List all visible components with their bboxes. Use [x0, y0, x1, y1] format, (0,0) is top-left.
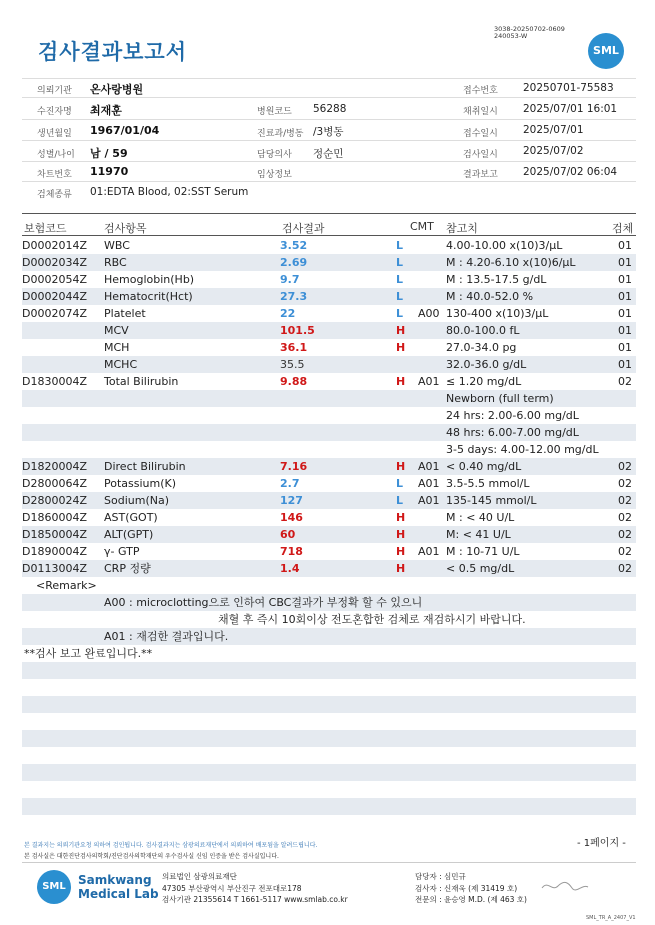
cell-result: 718: [280, 545, 303, 558]
cell-reference: Newborn (full term): [446, 392, 554, 405]
cell-flag: H: [396, 562, 406, 575]
table-row: [22, 305, 636, 322]
cell-cmt: A01: [418, 494, 440, 507]
blank-row: [22, 696, 636, 713]
cell-code: D2800024Z: [22, 494, 87, 507]
cell-flag: H: [396, 375, 406, 388]
remark-text: <Remark>: [36, 579, 97, 592]
table-row: [22, 339, 636, 356]
remark-row: [22, 577, 636, 594]
cell-result: 35.5: [280, 358, 305, 371]
cell-cmt: A01: [418, 460, 440, 473]
org-label: 의뢰기관: [37, 86, 72, 96]
blank-row: [22, 798, 636, 815]
cell-code: D0002034Z: [22, 256, 87, 269]
cell-sample: 02: [618, 511, 632, 524]
patient-label: 수진자명: [37, 107, 72, 117]
cell-cmt: A01: [418, 477, 440, 490]
cell-flag: H: [396, 324, 406, 337]
blank-row: [22, 764, 636, 781]
remark-text: A01 : 재검한 결과입니다.: [104, 630, 229, 643]
cell-flag: L: [396, 477, 404, 490]
report-title: 검사결과보고서: [38, 40, 188, 64]
table-row: [22, 322, 636, 339]
cell-reference: 24 hrs: 2.00-6.00 mg/dL: [446, 409, 579, 422]
col-header-ref: 참고치: [446, 222, 478, 235]
cell-test-name: Direct Bilirubin: [104, 460, 186, 473]
cell-test-name: MCHC: [104, 358, 138, 371]
cell-cmt: A01: [418, 375, 440, 388]
cell-sample: 01: [618, 358, 632, 371]
specimen-label: 검체종류: [37, 190, 72, 200]
table-row: [22, 373, 636, 390]
blank-row: [22, 679, 636, 696]
cell-code: D1830004Z: [22, 375, 87, 388]
dept-value: /3병동: [313, 126, 344, 138]
cell-flag: H: [396, 511, 406, 524]
chart-label: 차트번호: [37, 170, 72, 180]
chart-value: 11970: [90, 165, 129, 178]
table-row: [22, 492, 636, 509]
hosp-code-label: 병원코드: [257, 107, 292, 117]
divider: [22, 140, 636, 141]
cell-sample: 02: [618, 494, 632, 507]
table-row: [22, 271, 636, 288]
receipt-date-value: 2025/07/01: [523, 124, 584, 136]
divider: [22, 181, 636, 182]
test-date-value: 2025/07/02: [523, 145, 584, 157]
sml-brand-logo-icon: SML: [37, 870, 71, 904]
addr-line2: 47305 부산광역시 부산진구 전포대로178: [162, 883, 302, 893]
cell-reference: M : 10-71 U/L: [446, 545, 520, 558]
form-id: SML_TR_A_2407_V1: [586, 915, 636, 921]
cell-test-name: MCH: [104, 341, 130, 354]
remark-row: [22, 645, 636, 662]
cell-test-name: RBC: [104, 256, 127, 269]
cell-flag: H: [396, 460, 406, 473]
divider: [22, 119, 636, 120]
cell-test-name: Platelet: [104, 307, 146, 320]
cell-result: 9.88: [280, 375, 308, 388]
receipt-date-label: 접수일시: [463, 129, 498, 139]
cell-result: 2.69: [280, 256, 308, 269]
doctor-label: 담당의사: [257, 150, 292, 160]
cell-sample: 01: [618, 324, 632, 337]
dob-value: 1967/01/04: [90, 124, 160, 137]
patient-value: 최재훈: [90, 104, 122, 117]
table-row: [22, 424, 636, 441]
sex-age-value: 남 / 59: [90, 147, 128, 160]
collect-label: 채취일시: [463, 107, 498, 117]
hosp-code-value: 56288: [313, 103, 347, 115]
cell-flag: L: [396, 290, 404, 303]
page-number: - 1페이지 -: [577, 838, 626, 849]
addr-line3: 검사기관 21355614 T 1661-5117 www.smlab.co.kr: [162, 895, 348, 904]
table-row: [22, 458, 636, 475]
blank-row: [22, 713, 636, 730]
cell-sample: 02: [618, 477, 632, 490]
brand-line1: Samkwang: [78, 873, 152, 887]
test-date-label: 검사일시: [463, 150, 498, 160]
cell-result: 101.5: [280, 324, 315, 337]
cell-test-name: WBC: [104, 239, 130, 252]
signature-mark: [540, 878, 590, 894]
cell-reference: ≤ 1.20 mg/dL: [446, 375, 522, 388]
cell-flag: L: [396, 239, 404, 252]
cell-reference: 48 hrs: 6.00-7.00 mg/dL: [446, 426, 579, 439]
cell-sample: 01: [618, 307, 632, 320]
document-id-line1: 3038-20250702-0609: [494, 25, 565, 33]
cell-test-name: AST(GOT): [104, 511, 158, 524]
sex-age-label: 성별/나이: [37, 150, 75, 160]
footer-accreditation: 본 검사실은 대한진단검사의학회/진단검사의학재단의 우수검사실 신임 인증을 받은 검사실입니다.: [24, 853, 279, 860]
table-row: [22, 475, 636, 492]
cell-sample: 02: [618, 460, 632, 473]
cell-code: D0113004Z: [22, 562, 87, 575]
cell-reference: M: < 41 U/L: [446, 528, 511, 541]
org-value: 온사랑병원: [90, 83, 144, 96]
table-row: [22, 509, 636, 526]
cell-test-name: ALT(GPT): [104, 528, 154, 541]
cell-reference: < 0.40 mg/dL: [446, 460, 522, 473]
sign-line3: 전문의 : 윤승영 M.D. (제 463 호): [415, 895, 527, 904]
cell-code: D1890004Z: [22, 545, 87, 558]
cell-sample: 01: [618, 273, 632, 286]
blank-row: [22, 662, 636, 679]
cell-result: 7.16: [280, 460, 308, 473]
blank-row: [22, 815, 636, 832]
cell-sample: 01: [618, 341, 632, 354]
table-row: [22, 407, 636, 424]
cell-result: 9.7: [280, 273, 300, 286]
blank-row: [22, 730, 636, 747]
cell-reference: 80.0-100.0 fL: [446, 324, 520, 337]
cell-code: D0002014Z: [22, 239, 87, 252]
cell-test-name: Potassium(K): [104, 477, 177, 490]
cell-reference: M : 13.5-17.5 g/dL: [446, 273, 547, 286]
cell-code: D1860004Z: [22, 511, 87, 524]
cell-flag: L: [396, 256, 404, 269]
col-header-result: 검사결과: [282, 222, 325, 235]
cell-sample: 02: [618, 375, 632, 388]
divider: [22, 78, 636, 79]
dob-label: 생년월일: [37, 129, 72, 139]
footer-note: 본 결과지는 의뢰기관요청 의하여 검인됩니다. 검사결과지는 삼광의료재단에서 의뢰하여 배포됨을 알려드립니다.: [24, 842, 318, 849]
cell-reference: M : 4.20-6.10 x(10)6/μL: [446, 256, 576, 269]
sign-line1: 담당자 : 심민규: [415, 872, 466, 881]
table-row: [22, 254, 636, 271]
cell-sample: 02: [618, 528, 632, 541]
remark-text: **검사 보고 완료입니다.**: [24, 647, 153, 660]
divider: [22, 97, 636, 98]
remark-text: 채혈 후 즉시 10회이상 전도혼합한 검체로 재검하시기 바랍니다.: [218, 613, 526, 626]
table-row: [22, 526, 636, 543]
lab-address: [162, 871, 348, 906]
cell-test-name: γ- GTP: [104, 545, 140, 558]
cell-test-name: MCV: [104, 324, 129, 337]
cell-reference: 4.00-10.00 x(10)3/μL: [446, 239, 563, 252]
cell-reference: 3.5-5.5 mmol/L: [446, 477, 530, 490]
report-label: 결과보고: [463, 170, 498, 180]
col-header-code: 보험코드: [24, 222, 67, 235]
cell-result: 36.1: [280, 341, 308, 354]
cell-code: D2800064Z: [22, 477, 87, 490]
receipt-no-label: 접수번호: [463, 86, 498, 96]
cell-code: D0002074Z: [22, 307, 87, 320]
addr-line1: 의료법인 삼광의료재단: [162, 872, 237, 881]
table-header-rule: [22, 235, 636, 236]
cell-result: 1.4: [280, 562, 300, 575]
cell-flag: H: [396, 545, 406, 558]
cell-flag: L: [396, 307, 404, 320]
cell-result: 3.52: [280, 239, 308, 252]
cell-sample: 01: [618, 290, 632, 303]
cell-reference: < 0.5 mg/dL: [446, 562, 515, 575]
table-top-rule: [22, 213, 636, 214]
cell-code: D0002054Z: [22, 273, 87, 286]
col-header-sample: 검체: [612, 222, 634, 235]
remark-row: [22, 628, 636, 645]
cell-code: D1820004Z: [22, 460, 87, 473]
brand-name: [78, 873, 159, 901]
cell-cmt: A01: [418, 545, 440, 558]
cell-reference: 130-400 x(10)3/μL: [446, 307, 549, 320]
doctor-value: 정순민: [313, 148, 344, 160]
table-row: [22, 543, 636, 560]
report-value: 2025/07/02 06:04: [523, 166, 618, 178]
clinical-label: 임상정보: [257, 170, 292, 180]
table-row: [22, 560, 636, 577]
brand-line2: Medical Lab: [78, 887, 159, 901]
cell-reference: M : < 40 U/L: [446, 511, 515, 524]
cell-test-name: Sodium(Na): [104, 494, 169, 507]
table-row: [22, 441, 636, 458]
cell-result: 60: [280, 528, 296, 541]
signatories: [415, 871, 527, 906]
cell-reference: 3-5 days: 4.00-12.00 mg/dL: [446, 443, 599, 456]
dept-label: 진료과/병동: [257, 129, 304, 139]
cell-result: 146: [280, 511, 303, 524]
cell-sample: 01: [618, 256, 632, 269]
cell-result: 22: [280, 307, 296, 320]
cell-code: D1850004Z: [22, 528, 87, 541]
cell-cmt: A00: [418, 307, 440, 320]
specimen-value: 01:EDTA Blood, 02:SST Serum: [90, 186, 249, 198]
cell-flag: H: [396, 341, 406, 354]
col-header-item: 검사항목: [104, 222, 147, 235]
cell-result: 27.3: [280, 290, 308, 303]
cell-sample: 01: [618, 239, 632, 252]
cell-reference: M : 40.0-52.0 %: [446, 290, 534, 303]
document-id: [494, 26, 565, 40]
col-header-cmt: CMT: [410, 220, 434, 233]
sml-logo-icon: SML: [588, 33, 624, 69]
table-row: [22, 288, 636, 305]
cell-sample: 02: [618, 562, 632, 575]
cell-result: 127: [280, 494, 303, 507]
cell-result: 2.7: [280, 477, 300, 490]
receipt-no-value: 20250701-75583: [523, 82, 614, 94]
cell-reference: 32.0-36.0 g/dL: [446, 358, 527, 371]
cell-test-name: Hematocrit(Hct): [104, 290, 193, 303]
cell-test-name: Total Bilirubin: [104, 375, 179, 388]
sign-line2: 검사자 : 신재욱 (제 31419 호): [415, 883, 518, 893]
divider: [22, 161, 636, 162]
table-row: [22, 356, 636, 373]
cell-sample: 02: [618, 545, 632, 558]
cell-test-name: CRP 정량: [104, 562, 151, 575]
remark-row: [22, 611, 636, 628]
table-row: [22, 237, 636, 254]
table-row: [22, 390, 636, 407]
cell-test-name: Hemoglobin(Hb): [104, 273, 195, 286]
document-id-line2: 240053-W: [494, 32, 528, 40]
divider: [22, 862, 636, 863]
cell-flag: L: [396, 494, 404, 507]
cell-reference: 135-145 mmol/L: [446, 494, 537, 507]
cell-flag: L: [396, 273, 404, 286]
cell-flag: H: [396, 528, 406, 541]
remark-text: A00 : microclotting으로 인하여 CBC결과가 부정확 할 수 있으니: [104, 596, 423, 609]
cell-code: D0002044Z: [22, 290, 87, 303]
blank-row: [22, 747, 636, 764]
remark-row: [22, 594, 636, 611]
collect-value: 2025/07/01 16:01: [523, 103, 618, 115]
blank-row: [22, 781, 636, 798]
cell-reference: 27.0-34.0 pg: [446, 341, 517, 354]
